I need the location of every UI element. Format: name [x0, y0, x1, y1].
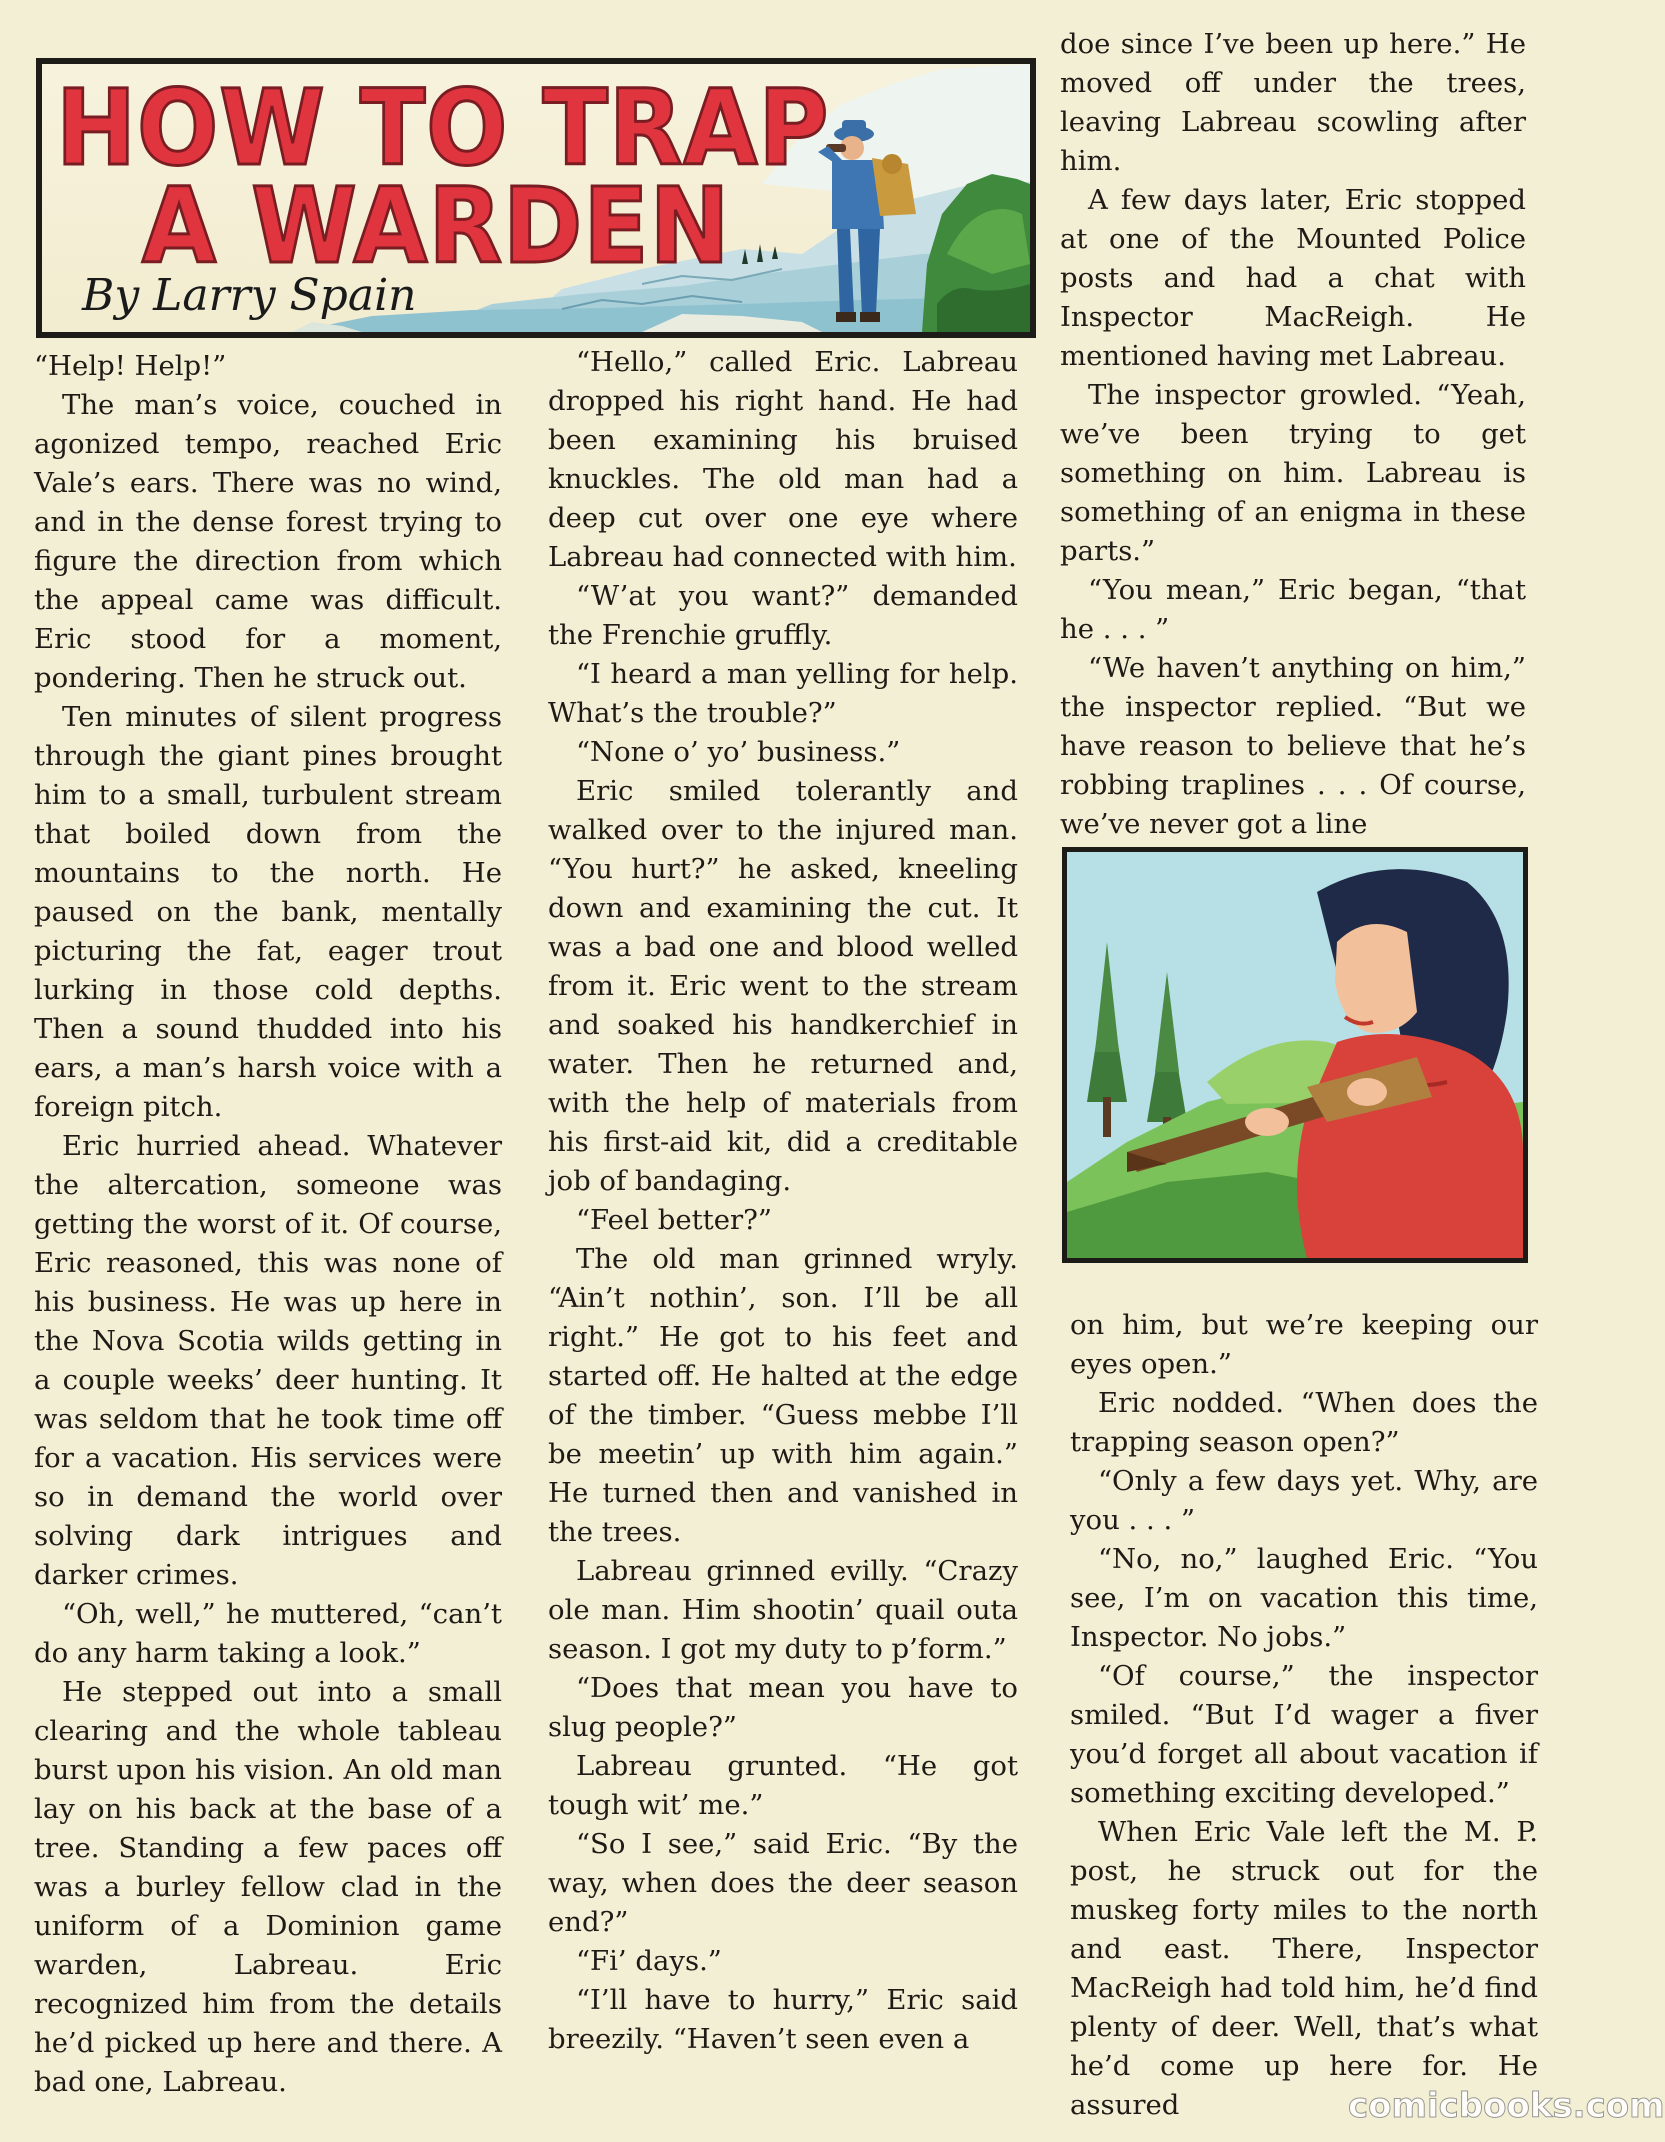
paragraph: The man’s voice, couched in agonized tempo, reached Eric Vale’s ears. There was no wind, and in the dense forest trying to figure the direction from which the appeal came was difficult. Eric stood for a moment, pondering. Then he struck out. [34, 389, 502, 694]
story-title-line-2: A WARDEN [142, 165, 731, 287]
site-watermark: comicbooks.com [1348, 2086, 1665, 2126]
illustration-artwork [1067, 852, 1523, 1258]
paragraph: Labreau grinned evilly. “Crazy ole man. Him shootin’ quail outa season. I got my duty to p’form.” [548, 1555, 1018, 1665]
text-column-2 [548, 343, 1018, 2059]
paragraph: Ten minutes of silent progress through the giant pines brought him to a small, turbulent stream that boiled down from the mountains to the north. He paused on the bank, mentally picturing the fat, eager trout lurking in those cold depths. Then a sound thudded into his ears, a man’s harsh voice with a foreign pitch. [34, 701, 502, 1123]
paragraph: Eric nodded. “When does the trapping season open?” [1070, 1387, 1538, 1458]
paragraph: A few days later, Eric stopped at one of the Mounted Police posts and had a chat with Inspector MacReigh. He mentioned having met Labreau. [1060, 184, 1526, 372]
title-panel [36, 58, 1036, 338]
paragraph: “Feel better?” [576, 1204, 772, 1236]
paragraph: “Of course,” the inspector smiled. “But I’d wager a fiver you’d forget all about vacation if something exciting developed.” [1070, 1660, 1538, 1809]
paragraph: “Help! Help!” [34, 350, 227, 382]
text-column-3-top [1060, 25, 1526, 844]
author-byline: By Larry Spain [82, 270, 417, 321]
paragraph: “Does that mean you have to slug people?” [548, 1672, 1018, 1743]
text-column-3-bottom [1070, 1306, 1538, 2125]
paragraph: He stepped out into a small clearing and the whole tableau burst upon his vision. An old man lay on his back at the base of a tree. Standing a few paces off was a burley fellow clad in the uniform of a Dominion game warden, Labreau. Eric recognized him from the details he’d picked up here and there. A bad one, Labreau. [34, 1676, 502, 2098]
text-column-1 [34, 347, 502, 2102]
paragraph: Eric hurried ahead. Whatever the altercation, someone was getting the worst of it. Of course, Eric reasoned, this was none of his business. He was up here in the Nova Scotia wilds getting in a couple weeks’ deer hunting. It was seldom that he took time off for a vacation. His services were so in demand the world over solving dark intrigues and darker crimes. [34, 1130, 502, 1591]
paragraph: on him, but we’re keeping our eyes open.” [1070, 1309, 1538, 1380]
paragraph: “I heard a man yelling for help. What’s the trouble?” [548, 658, 1018, 729]
paragraph: doe since I’ve been up here.” He moved off under the trees, leaving Labreau scowling after him. [1060, 28, 1526, 177]
rifle-woman-illustration [1062, 847, 1528, 1263]
paragraph: “Only a few days yet. Why, are you . . . ” [1070, 1465, 1538, 1536]
paragraph: “Oh, well,” he muttered, “can’t do any harm taking a look.” [34, 1598, 502, 1669]
paragraph: Eric smiled tolerantly and walked over to the injured man. “You hurt?” he asked, kneeling down and examining the cut. It was a bad one and blood welled from it. Eric went to the stream and soaked his handkerchief in water. Then he returned and, with the help of materials from his first-aid kit, did a creditable job of bandaging. [548, 775, 1018, 1197]
paragraph: “No, no,” laughed Eric. “You see, I’m on vacation this time, Inspector. No jobs.” [1070, 1543, 1538, 1653]
paragraph: “We haven’t anything on him,” the inspector replied. “But we have reason to believe that he’s robbing traplines . . . Of course, we’ve never got a line [1060, 652, 1526, 840]
paragraph: “I’ll have to hurry,” Eric said breezily. “Haven’t seen even a [548, 1984, 1018, 2055]
paragraph: “So I see,” said Eric. “By the way, when does the deer season end?” [548, 1828, 1018, 1938]
paragraph: The inspector growled. “Yeah, we’ve been trying to get something on him. Labreau is something of an enigma in these parts.” [1060, 379, 1526, 567]
paragraph: “Hello,” called Eric. Labreau dropped his right hand. He had been examining his bruised knuckles. The old man had a deep cut over one eye where Labreau had connected with him. [548, 346, 1018, 573]
paragraph: “Fi’ days.” [576, 1945, 722, 1977]
story-title-line-1: HOW TO TRAP [56, 67, 830, 189]
paragraph: “You mean,” Eric began, “that he . . . ” [1060, 574, 1526, 645]
paragraph: Labreau grunted. “He got tough wit’ me.” [548, 1750, 1018, 1821]
paragraph: The old man grinned wryly. “Ain’t nothin’, son. I’ll be all right.” He got to his feet and started off. He halted at the edge of the timber. “Guess mebbe I’ll be meetin’ up with him again.” He turned then and vanished in the trees. [548, 1243, 1018, 1548]
paragraph: “W’at you want?” demanded the Frenchie gruffly. [548, 580, 1018, 651]
paragraph: When Eric Vale left the M. P. post, he struck out for the muskeg forty miles to the north and east. There, Inspector MacReigh had told him, he’d find plenty of deer. Well, that’s what he’d come up here for. He assured [1070, 1816, 1538, 2121]
paragraph: “None o’ yo’ business.” [576, 736, 901, 768]
